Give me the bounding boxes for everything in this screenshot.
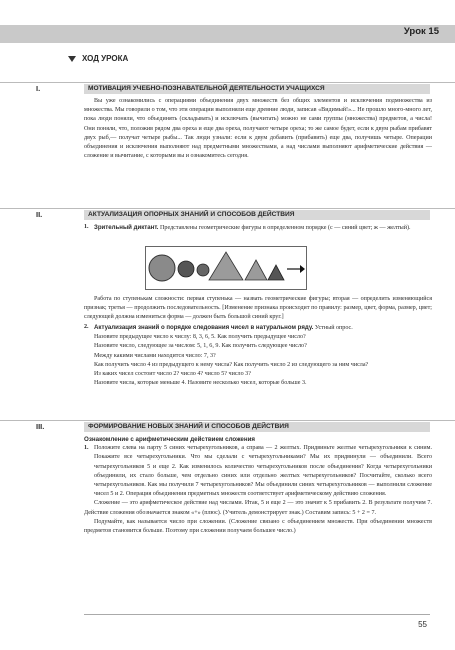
triangle-large xyxy=(209,252,243,280)
arrow-icon xyxy=(300,265,305,273)
shape-sequence-figure xyxy=(145,246,307,290)
course-title: ХОД УРОКА xyxy=(82,54,129,63)
item-1-lead: Зрительный диктант. xyxy=(94,224,159,231)
footer-divider xyxy=(84,614,430,615)
triangle-medium xyxy=(245,260,267,280)
section-2-title: АКТУАЛИЗАЦИЯ ОПОРНЫХ ЗНАНИЙ И СПОСОБОВ ДЕЙСТВИЯ xyxy=(84,210,430,220)
section-3-text: Ознакомление с арифметическим действием сложения 1. Положите слева на парту 5 синих четырехугольников, а справа — 2 желтых. Придвиньте желтые четырехугольники к синим. Покажите все четырехугольники. Что мы сделали с четырехугольниками? Мы их придвинули — объединили. Всего четырехугольников 5 и еще 2. Как изменилось количество четырехугольников после объединения? Когда четырехугольники объединили, их стало больше, чем отдельно синих или отдельно желтых четырехугольников? Посчитайте, сколько всего четырехугольников. Как мы получили 7 четырехугольников? Мы объединили синих четырехугольников — выполнили сложение чисел 5 и 2. Операция объединения предметных множеств соответствует арифметическому действию сложения. Сложение — это арифметическое действие над числами. Итак, 5 и еще 2 — это значит к 5 прибавить 2. В результате получим 7. Действие сложения обозначается знаком «+» (плюс). (Учитель демонстрирует знак.) Составим запись: 5 + 2 = 7. Подумайте, как называется число при сложении. (Сложение связано с объединением множеств. При объединении множеств предметов становится больше. Поэтому при сложении получаем большее число.) xyxy=(84,435,432,536)
section-3-paragraph-2: Сложение — это арифметическое действие над числами. Итак, 5 и еще 2 — это значит к 5 прибавить 2. В результате получим 7. Действие сложения обозначается знаком «+» (плюс). (Учитель демонстрирует знак.) Составим запись: 5 + 2 = 7. xyxy=(84,500,432,516)
section-1-header xyxy=(0,82,455,95)
section-2-number: II. xyxy=(36,210,43,219)
section-2-item-1: 1. Зрительный диктант. Представлены геометрические фигуры в определенном порядке (с — синий цвет; ж — желтый). xyxy=(84,224,411,231)
circle-medium-dark xyxy=(178,261,194,277)
course-heading xyxy=(68,53,428,64)
question-line-3: Между какими числами находится число: 7, 3? xyxy=(94,352,216,359)
circle-small-dark xyxy=(197,264,209,276)
question-line-4: Как получить число 4 из предыдущего к нему числа? Как получить число 2 из следующего за ним числа? xyxy=(94,361,369,368)
item-1-after-paragraph: Работа по ступенькам сложности: первая ступенька — назвать геометрические фигуры; вторая — определить изменяющийся признак; третья — продолжить последовательность. [Изменение признака происходит по правилу: размер, цвет, форма, размер, цвет; следующей должна измениться форма — должен быть большой синий круг.] xyxy=(84,296,432,321)
question-line-2: Назовите число, следующее за числом: 5, 1, 6, 9. Как получить следующее число? xyxy=(94,343,307,350)
section-2-item-1-after xyxy=(84,295,432,323)
question-line-1: Назовите предыдущее число к числу: 8, 3, 6, 5. Как получить предыдущее число? xyxy=(94,334,306,341)
header-bar xyxy=(0,25,455,43)
section-1-number: I. xyxy=(36,84,41,93)
item-2-lead: Актуализация знаний о порядке следования чисел в натуральном ряду. xyxy=(94,324,314,331)
section-3-header xyxy=(0,420,455,433)
section-1-paragraph: Вы уже ознакомились с операциями объединения двух множеств без общих элементов и исключения подмножества из множества. Мы говорили о том, что эти операции выполняли еще древние люди, записав «Видимый!»... Не прошло много-много лет, пока люди поняли, что объединять (складывать) и исключать (вычитать) можно не сами группы (множества) предметов, а числа! Они поняли, что, положив рядом два ореха и еще два ореха, получают четыре ореха; то же самое будет, если к двум рыбам прибавят двух рыб,— получат четыре рыбы... Так люди узнали: если к двум добавить (прибавить) еще два, получишь четыре. Операции объединения и исключения выполняют над предметными множествами, а над числами выполняют арифметические действия — сложение и вычитание, с которыми вы и ознакомитесь сегодня. xyxy=(84,98,432,160)
section-3-item-1: Положите слева на парту 5 синих четырехугольников, а справа — 2 желтых. Придвиньте желтые четырехугольники к синим. Покажите все четырехугольники. Что мы сделали с четырехугольниками? Мы их придвинули — объединили. Всего четырехугольников 5 и еще 2. Как изменилось количество четырехугольников после объединения? Когда четырехугольники объединили, их стало больше, чем отдельно синих или отдельно желтых четырехугольников? Посчитайте, сколько всего четырехугольников. Как мы получили 7 четырехугольников? Мы объединили синих четырехугольников — выполнили сложение чисел 5 и 2. Операция объединения предметных множеств соответствует арифметическому действию сложения. xyxy=(94,445,432,498)
question-line-5: Из каких чисел состоит число 2? число 4? число 5? число 3? xyxy=(94,371,251,378)
section-2-item-2: 2. Актуализация знаний о порядке следования чисел в натуральном ряду. Устный опрос. Назовите предыдущее число к числу: 8, 3, 6, 5. Как получить предыдущее число? Назовите число, следующее за числом: 5, 1, 6, 9. Как получить следующее число? Между какими числами находится число: 7, 3? Как получить число 4 из предыдущего к нему числа? Как получить число 2 из следующего за ним числа? Из каких чисел состоит число 2? число 4? число 5? число 3? Назовите числа, которые меньше 4. Назовите несколько чисел, которые больше 3. xyxy=(84,323,432,388)
triangle-small-dark xyxy=(268,265,284,280)
section-3-paragraph-3: Подумайте, как называется число при сложении. (Сложение связано с объединением множеств. При объединении множеств предметов становится больше. Поэтому при сложении получаем большее число.) xyxy=(84,518,432,535)
section-1-text xyxy=(84,97,432,161)
triangle-down-icon xyxy=(68,56,76,62)
section-3-title: ФОРМИРОВАНИЕ НОВЫХ ЗНАНИЙ И СПОСОБОВ ДЕЙСТВИЯ xyxy=(84,422,430,432)
page-number: 55 xyxy=(418,620,427,629)
item-2-rest: Устный опрос. xyxy=(313,325,353,331)
lesson-label: Урок 15 xyxy=(403,26,439,37)
section-1-title: МОТИВАЦИЯ УЧЕБНО-ПОЗНАВАТЕЛЬНОЙ ДЕЯТЕЛЬНОСТИ УЧАЩИХСЯ xyxy=(84,84,430,94)
question-line-6: Назовите числа, которые меньше 4. Назовите несколько чисел, которые больше 3. xyxy=(94,380,307,387)
item-1-rest: Представлены геометрические фигуры в определенном порядке (с — синий цвет; ж — желтый). xyxy=(158,225,411,231)
circle-large-gray xyxy=(149,255,175,281)
section-2-header xyxy=(0,208,455,221)
section-3-number: III. xyxy=(36,422,45,431)
section-3-subheading: Ознакомление с арифметическим действием сложения xyxy=(84,436,256,443)
